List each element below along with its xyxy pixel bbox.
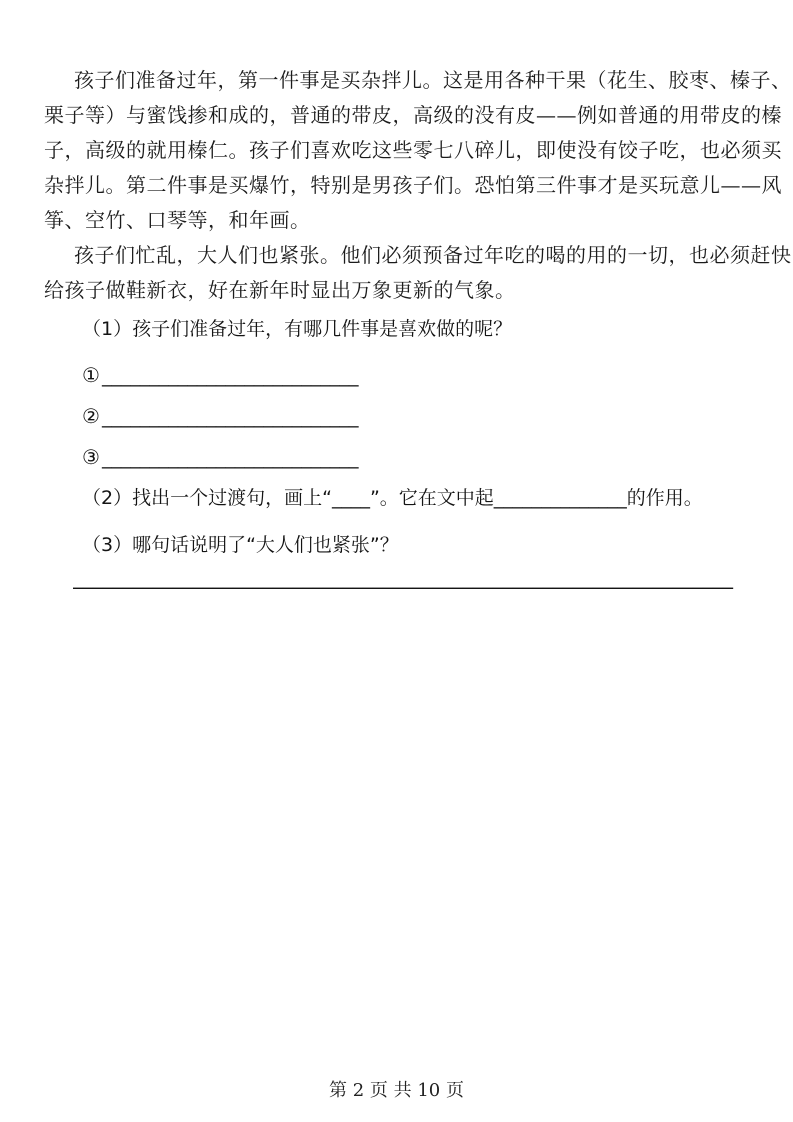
question-2-text-part3: 的作用。 (626, 487, 703, 509)
circled-number-2: ② (82, 404, 100, 428)
passage-line: 筝、空竹、口琴等，和年画。 (44, 208, 311, 232)
question-1: （1）孩子们准备过年，有哪几件事是喜欢做的呢？ (82, 318, 513, 340)
answer-blank-line: ___________________________ (101, 365, 359, 387)
passage-line: 孩子们忙乱，大人们也紧张。他们必须预备过年吃的喝的用的一切，也必须赶快 (74, 243, 792, 267)
question-2-answer-blank: ______________ (493, 487, 627, 509)
circled-number-3: ③ (82, 445, 100, 469)
answer-blank-row-2 (82, 401, 780, 431)
question-2 (82, 483, 780, 513)
passage-line: 栗子等）与蜜饯掺和成的，普通的带皮，高级的没有皮——例如普通的用带皮的榛 (44, 103, 782, 127)
long-answer-line (73, 562, 780, 592)
page-content (44, 63, 792, 592)
question-2-text-part2: ”。它在文中起 (369, 487, 494, 509)
passage-paragraph-1 (44, 63, 792, 238)
page-number-indicator: 第 2 页 共 10 页 (329, 1080, 464, 1101)
passage-paragraph-2 (44, 238, 792, 308)
circled-number-1: ① (82, 363, 100, 387)
question-2-quoted-blank: ____ (331, 487, 370, 509)
page-footer (0, 1076, 793, 1102)
answer-blank-row-1 (82, 360, 780, 390)
answer-line-underscores: __________________________________________________________________ (73, 565, 733, 589)
passage-line: 子，高级的就用榛仁。孩子们喜欢吃这些零七八碎儿，即使没有饺子吃，也必须买 (44, 138, 782, 162)
answer-blank-row-3 (82, 442, 780, 472)
question-2-text-part1: （2）找出一个过渡句，画上“ (82, 487, 332, 509)
answer-blank-line: ___________________________ (101, 447, 359, 469)
question-3: （3）哪句话说明了“大人们也紧张”？ (82, 534, 399, 556)
answer-blank-line: ___________________________ (101, 406, 359, 428)
passage-line: 给孩子做鞋新衣，好在新年时显出万象更新的气象。 (44, 278, 516, 302)
passage-line: 孩子们准备过年，第一件事是买杂拌儿。这是用各种干果（花生、胶枣、榛子、 (74, 68, 792, 92)
passage-line: 杂拌儿。第二件事是买爆竹，特别是男孩子们。恐怕第三件事才是买玩意儿——风 (44, 173, 782, 197)
